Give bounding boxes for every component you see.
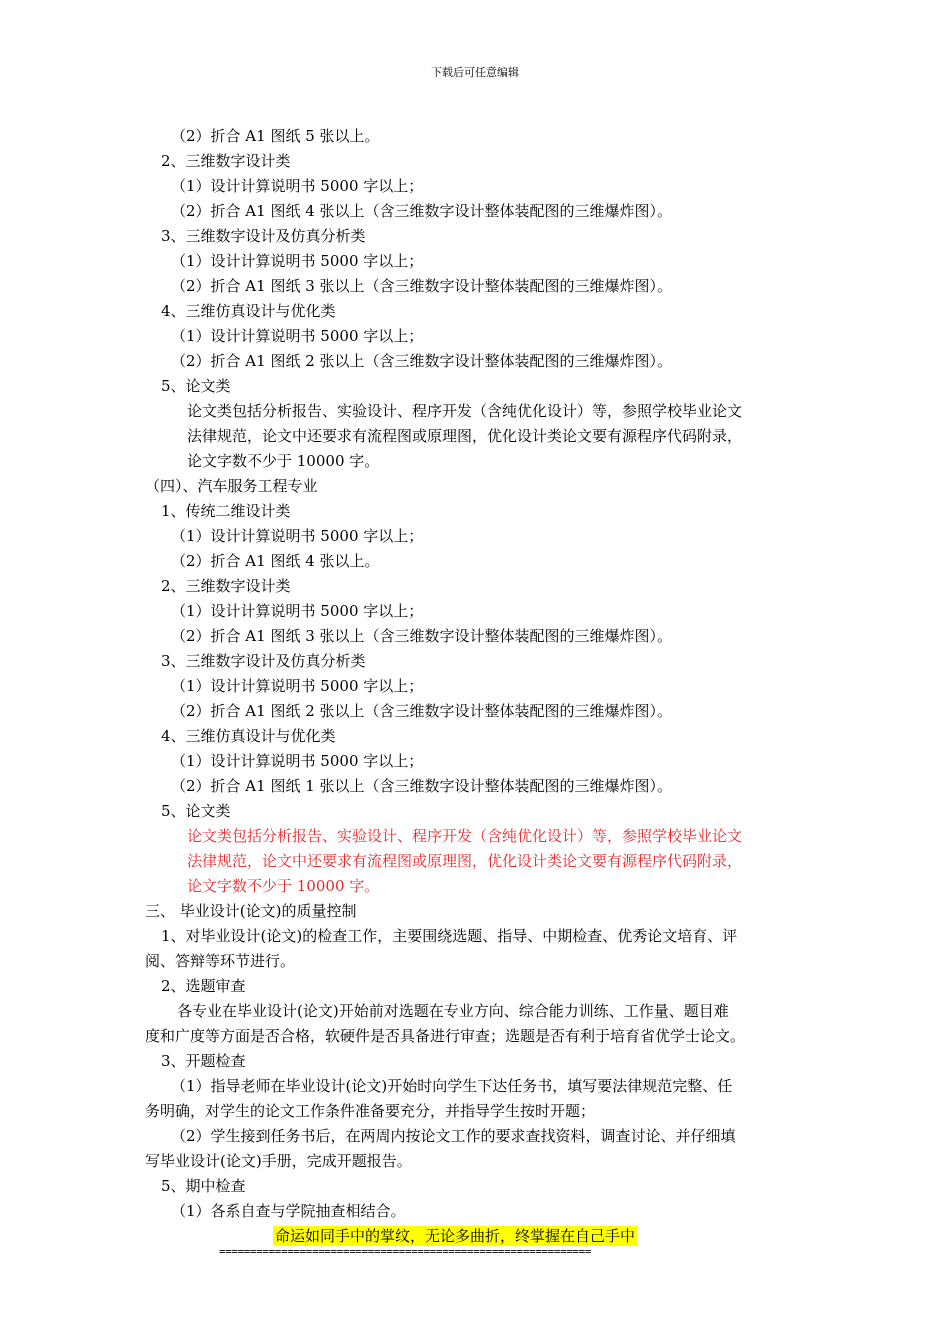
text-line: 阅、答辩等环节进行。 <box>145 952 296 970</box>
text-line: （1）设计计算说明书 5000 字以上； <box>171 677 424 695</box>
text-line: 2、三维数字设计类 <box>161 577 291 595</box>
text-line: 2、三维数字设计类 <box>161 152 291 170</box>
text-line: 务明确，对学生的论文工作条件准备要充分，并指导学生按时开题； <box>145 1102 596 1120</box>
text-line: （1）指导老师在毕业设计(论文)开始时向学生下达任务书，填写要法律规范完整、任 <box>171 1077 733 1095</box>
text-line: 2、选题审查 <box>161 977 246 995</box>
text-line: 5、论文类 <box>161 377 231 395</box>
text-line: 3、开题检查 <box>161 1052 246 1070</box>
text-line: （2）折合 A1 图纸 3 张以上（含三维数字设计整体装配图的三维爆炸图）。 <box>171 277 673 295</box>
text-line: （1）设计计算说明书 5000 字以上； <box>171 752 424 770</box>
text-line: 1、对毕业设计(论文)的检查工作，主要围绕选题、指导、中期检查、优秀论文培育、评 <box>161 927 738 945</box>
text-line: 各专业在毕业设计(论文)开始前对选题在专业方向、综合能力训练、工作量、题目难 <box>177 1002 729 1020</box>
text-line: 论文类包括分析报告、实验设计、程序开发（含纯优化设计）等，参照学校毕业论文 <box>187 402 743 420</box>
text-line: （四）、汽车服务工程专业 <box>145 477 318 495</box>
text-line: （2）折合 A1 图纸 2 张以上（含三维数字设计整体装配图的三维爆炸图）。 <box>171 352 673 370</box>
text-line: （1）设计计算说明书 5000 字以上； <box>171 602 424 620</box>
text-line: 4、三维仿真设计与优化类 <box>161 302 336 320</box>
page-header: 下载后可任意编辑 <box>431 66 519 79</box>
text-line: 写毕业设计(论文)手册，完成开题报告。 <box>145 1152 412 1170</box>
text-line: （2）学生接到任务书后，在两周内按论文工作的要求查找资料，调查讨论、并仔细填 <box>171 1127 736 1145</box>
text-line: 5、论文类 <box>161 802 231 820</box>
text-line: （1）设计计算说明书 5000 字以上； <box>171 177 424 195</box>
footer-motto: 命运如同手中的掌纹，无论多曲折，终掌握在自己手中 <box>275 1227 636 1245</box>
text-line: 三、 毕业设计(论文)的质量控制 <box>145 902 357 920</box>
text-line: （2）折合 A1 图纸 5 张以上。 <box>171 127 380 145</box>
text-line: （2）折合 A1 图纸 4 张以上（含三维数字设计整体装配图的三维爆炸图）。 <box>171 202 673 220</box>
text-line: 论文类包括分析报告、实验设计、程序开发（含纯优化设计）等，参照学校毕业论文 <box>187 827 743 845</box>
text-line: 4、三维仿真设计与优化类 <box>161 727 336 745</box>
text-line: （1）设计计算说明书 5000 字以上； <box>171 327 424 345</box>
text-line: 论文字数不少于 10000 字。 <box>187 452 380 470</box>
text-line: 法律规范，论文中还要求有流程图或原理图，优化设计类论文要有源程序代码附录， <box>187 427 743 445</box>
text-line: 1、传统二维设计类 <box>161 502 291 520</box>
text-line: （2）折合 A1 图纸 1 张以上（含三维数字设计整体装配图的三维爆炸图）。 <box>171 777 673 795</box>
text-line: （1）设计计算说明书 5000 字以上； <box>171 527 424 545</box>
text-line: （2）折合 A1 图纸 2 张以上（含三维数字设计整体装配图的三维爆炸图）。 <box>171 702 673 720</box>
text-line: 3、三维数字设计及仿真分析类 <box>161 652 366 670</box>
text-line: 3、三维数字设计及仿真分析类 <box>161 227 366 245</box>
text-line: （1）各系自查与学院抽查相结合。 <box>171 1202 406 1220</box>
text-line: （2）折合 A1 图纸 4 张以上。 <box>171 552 380 570</box>
footer-rule: ============================================================ <box>219 1245 592 1258</box>
text-line: 论文字数不少于 10000 字。 <box>187 877 380 895</box>
document-body <box>145 124 817 1224</box>
text-line: （2）折合 A1 图纸 3 张以上（含三维数字设计整体装配图的三维爆炸图）。 <box>171 627 673 645</box>
text-line: 度和广度等方面是否合格，软硬件是否具备进行审查；选题是否有利于培育省优学士论文。 <box>145 1027 746 1045</box>
text-line: 法律规范，论文中还要求有流程图或原理图，优化设计类论文要有源程序代码附录， <box>187 852 743 870</box>
text-line: 5、期中检查 <box>161 1177 246 1195</box>
text-line: （1）设计计算说明书 5000 字以上； <box>171 252 424 270</box>
